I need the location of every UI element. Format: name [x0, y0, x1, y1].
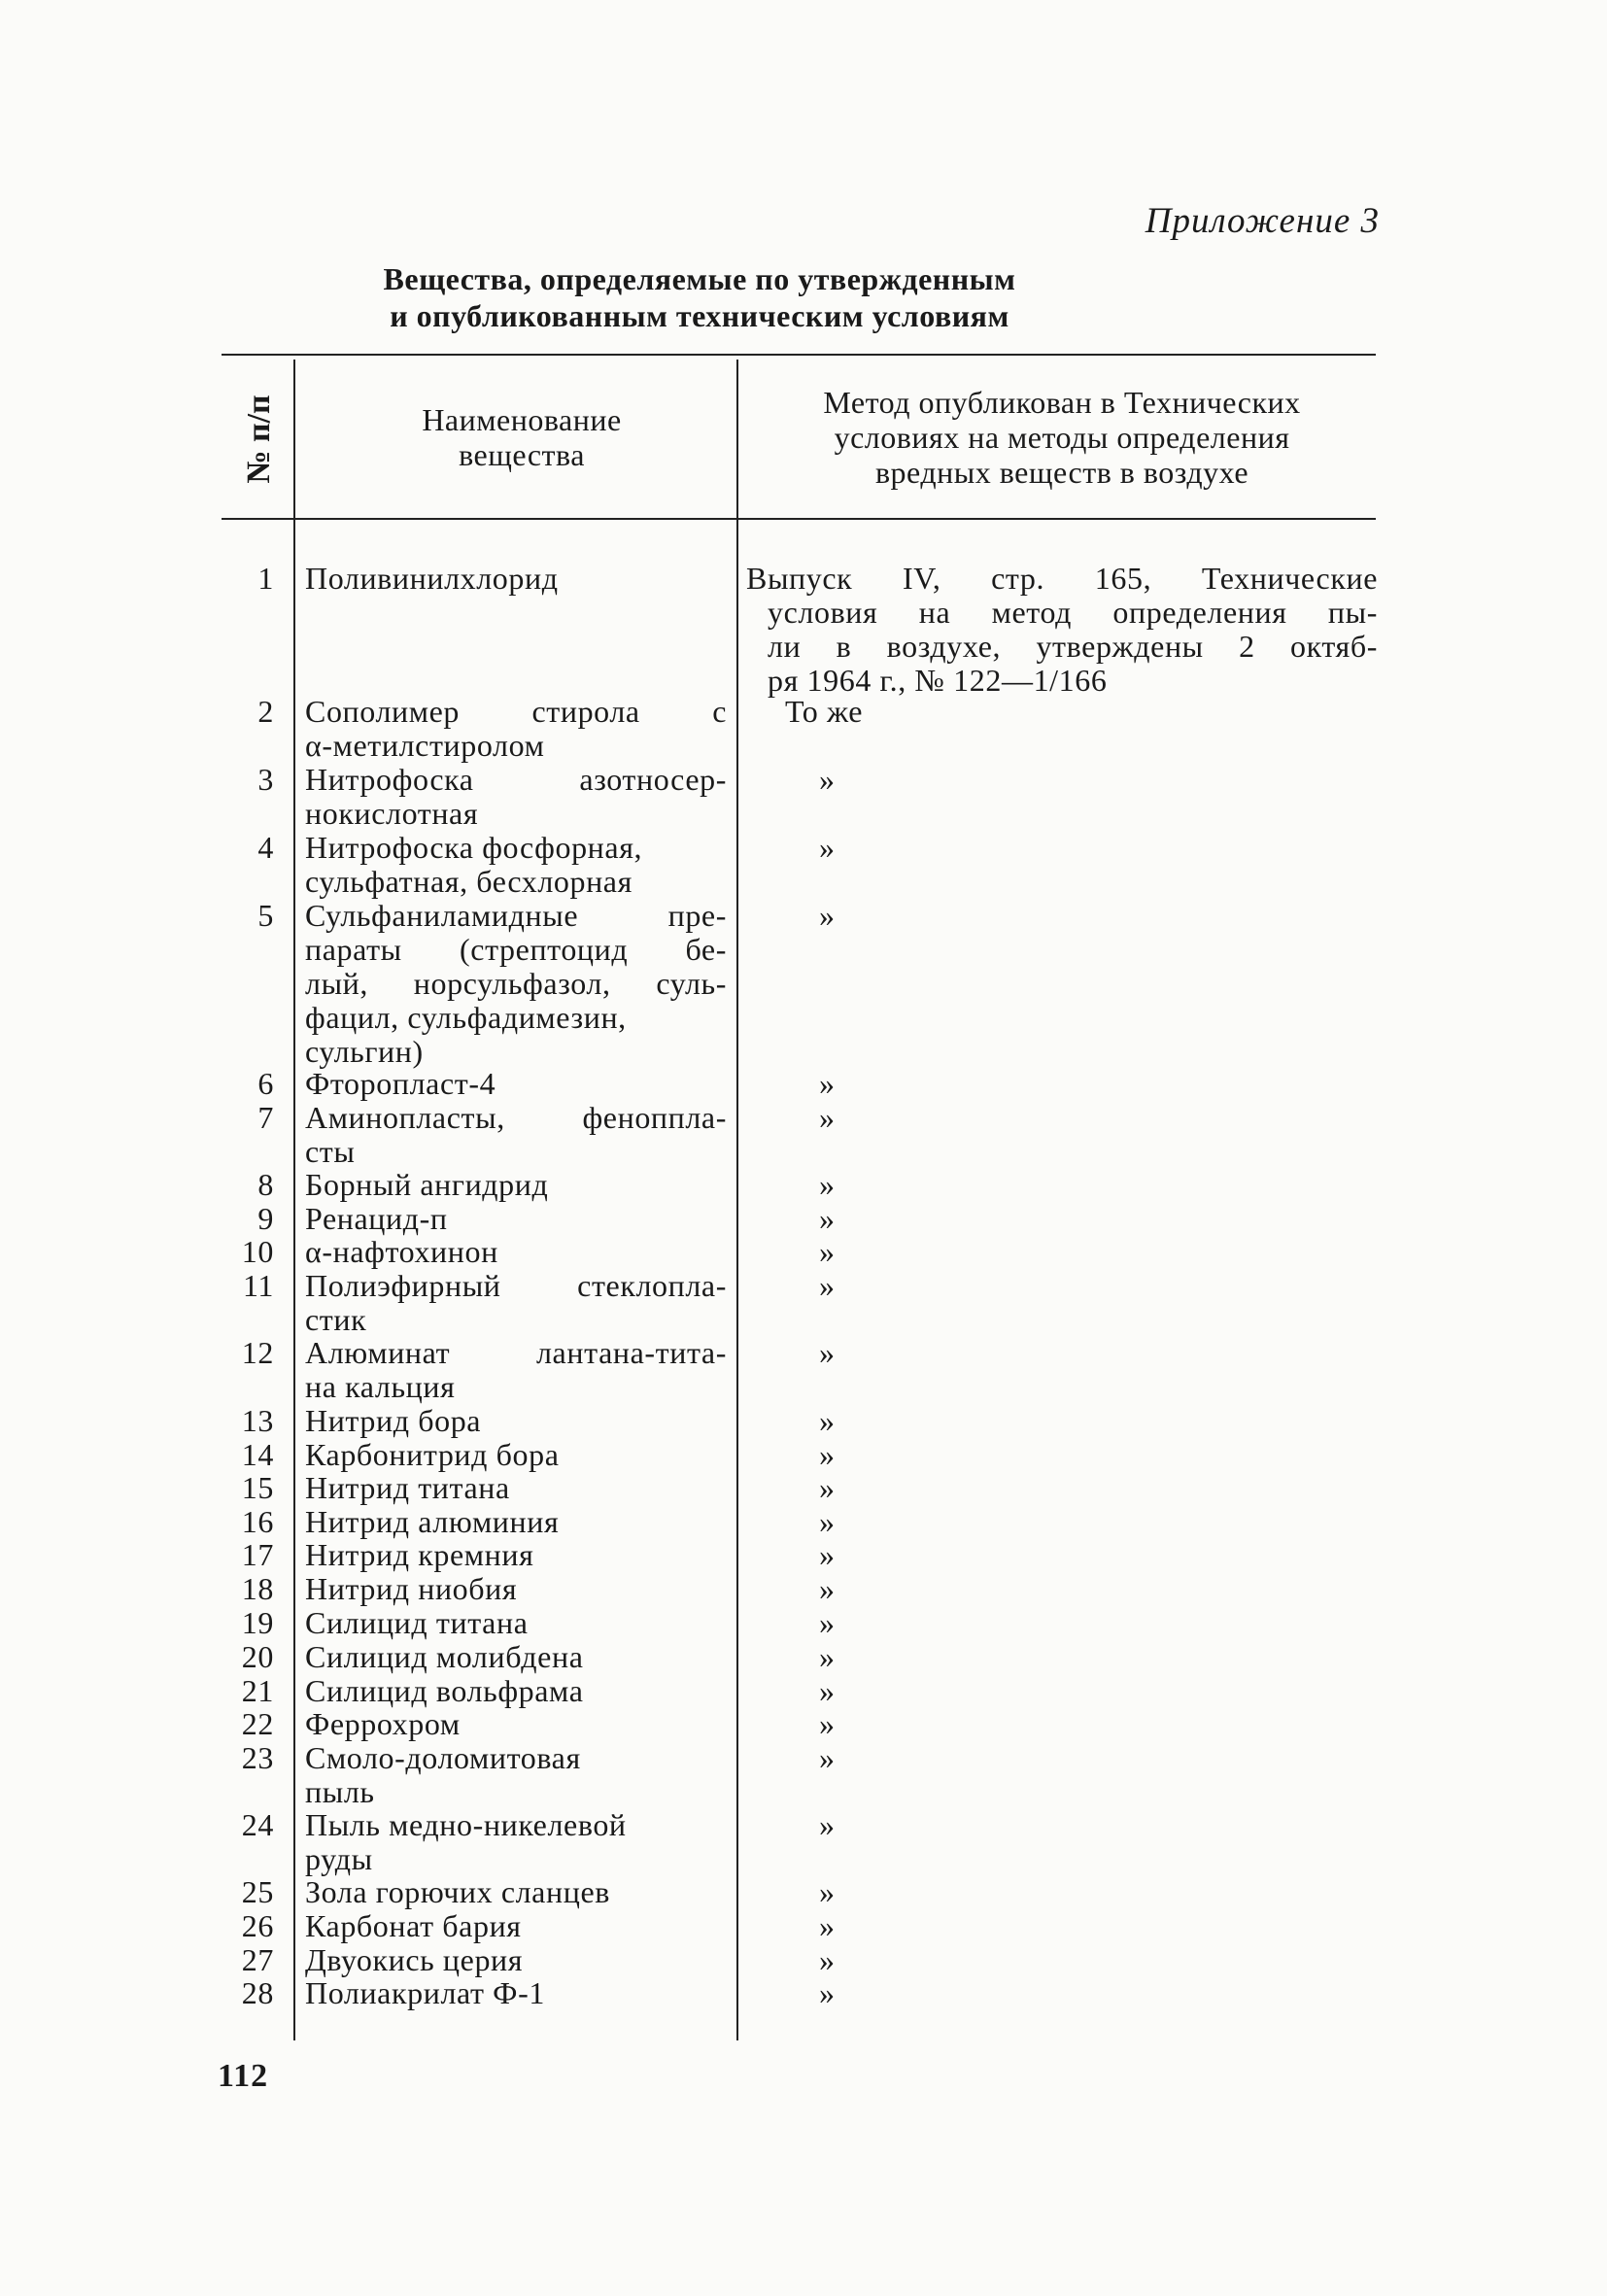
substance-name [305, 763, 727, 831]
method-line: » [819, 1437, 836, 1472]
row-number: 9 [257, 1201, 274, 1236]
substance-name-line: Фторопласт-4 [305, 1066, 496, 1101]
ditto-mark [819, 1404, 836, 1438]
substance-name [305, 1808, 727, 1876]
substance-name [305, 1943, 727, 1977]
substance-name [305, 1538, 727, 1572]
method-line: Выпуск IV, стр. 165, Технические [746, 561, 1378, 596]
ditto-mark [819, 1707, 836, 1741]
substance-name-line: Пыль медно-никелевой [305, 1807, 627, 1842]
ditto-mark [819, 1943, 836, 1977]
page-number: 112 [218, 2058, 269, 2094]
substance-name [305, 1269, 727, 1337]
ditto-mark [819, 1067, 836, 1101]
row-number: 20 [241, 1639, 274, 1674]
row-number: 14 [241, 1437, 274, 1472]
substance-name [305, 831, 727, 899]
substance-name [305, 1336, 727, 1404]
row-number: 21 [241, 1673, 274, 1708]
ditto-mark [819, 1471, 836, 1505]
row-number: 1 [257, 561, 274, 596]
method-line: » [819, 1571, 836, 1606]
ditto-mark [819, 1269, 836, 1303]
method-line: » [819, 1975, 836, 2010]
row-number: 16 [241, 1504, 274, 1539]
substance-name [305, 1438, 727, 1472]
substance-name [305, 1572, 727, 1606]
row-number: 27 [241, 1942, 274, 1977]
method-line: » [819, 1268, 836, 1303]
substance-name-line: Нитрид кремния [305, 1537, 534, 1572]
method-reference [785, 695, 863, 729]
ditto-mark [819, 1674, 836, 1708]
substance-name-line: Смоло-доломитовая [305, 1740, 581, 1775]
ditto-mark [819, 1101, 836, 1135]
substance-name-line: Карбонат бария [305, 1908, 522, 1943]
column-divider-1 [293, 360, 295, 2040]
ditto-mark [819, 1202, 836, 1236]
substance-name-line: Сополимер стирола с [305, 694, 727, 729]
substance-name [305, 1707, 727, 1741]
method-line: ли в воздухе, утверждены 2 октяб- [768, 629, 1378, 664]
method-line: » [819, 1908, 836, 1943]
substance-name-line: Карбонитрид бора [305, 1437, 560, 1472]
substance-name-line: Нитрид бора [305, 1403, 482, 1438]
substance-name-line: на кальция [305, 1369, 456, 1404]
substance-name-line: лый, норсульфазол, суль- [305, 966, 727, 1001]
appendix-label: Приложение 3 [1145, 201, 1380, 241]
header-method: Метод опубликован в Технических условиях на методы определения вредных веществ в воздухе [823, 385, 1301, 490]
method-line: » [819, 1403, 836, 1438]
substance-name [305, 1875, 727, 1909]
substance-name-line: сульгин) [305, 1034, 424, 1069]
row-number: 6 [257, 1066, 274, 1101]
ditto-mark [819, 1909, 836, 1943]
substance-name-line: Зола горючих сланцев [305, 1874, 610, 1909]
method-line: » [819, 1706, 836, 1741]
method-line: То же [785, 694, 864, 729]
ditto-mark [819, 1606, 836, 1640]
method-reference [746, 562, 1378, 698]
table-title-line: и опубликованным техническим условиям [390, 298, 1009, 333]
method-line: » [819, 1807, 836, 1842]
method-line: » [819, 898, 836, 933]
row-number: 17 [241, 1537, 274, 1572]
substance-name-line: фацил, сульфадимезин, [305, 1000, 627, 1035]
substance-name-line: Борный ангидрид [305, 1167, 549, 1202]
substance-name-line: Нитрид алюминия [305, 1504, 560, 1539]
method-line: » [819, 1470, 836, 1505]
ditto-mark [819, 1808, 836, 1842]
substance-name-line: Алюминат лантана-тита- [305, 1335, 727, 1370]
ditto-mark [819, 1505, 836, 1539]
ditto-mark [819, 1640, 836, 1674]
table-title-line: Вещества, определяемые по утвержденным [383, 261, 1016, 296]
substance-name-line: Сульфаниламидные пре- [305, 898, 727, 933]
row-number: 11 [242, 1268, 274, 1303]
substance-name-line: α-нафтохинон [305, 1234, 498, 1269]
ditto-mark [819, 763, 836, 797]
row-number: 24 [241, 1807, 274, 1842]
substance-name-line: Полиакрилат Ф-1 [305, 1975, 545, 2010]
header-bottom-rule [222, 518, 1376, 520]
substance-name-line: α-метилстиролом [305, 728, 545, 763]
substance-name [305, 1067, 727, 1101]
method-line: » [819, 762, 836, 797]
method-line: » [819, 1234, 836, 1269]
substance-name [305, 1235, 727, 1269]
substance-name-line: Нитрид титана [305, 1470, 510, 1505]
method-line: условия на метод определения пы- [768, 595, 1378, 630]
ditto-mark [819, 1572, 836, 1606]
substance-name-line: стик [305, 1302, 367, 1337]
ditto-mark [819, 1875, 836, 1909]
substance-name-line: сты [305, 1134, 356, 1169]
substance-name [305, 1640, 727, 1674]
row-number: 25 [241, 1874, 274, 1909]
row-number: 15 [241, 1470, 274, 1505]
row-number: 18 [241, 1571, 274, 1606]
method-line: » [819, 1066, 836, 1101]
substance-name-line: Феррохром [305, 1706, 461, 1741]
method-line: » [819, 1100, 836, 1135]
substance-name [305, 1202, 727, 1236]
method-line: » [819, 1167, 836, 1202]
row-number: 4 [257, 830, 274, 865]
ditto-mark [819, 1741, 836, 1775]
substance-name-line: Нитрид ниобия [305, 1571, 518, 1606]
substance-name-line: сульфатная, бесхлорная [305, 864, 633, 899]
substance-name [305, 1674, 727, 1708]
ditto-mark [819, 1976, 836, 2010]
ditto-mark [819, 1168, 836, 1202]
column-divider-2 [736, 360, 738, 2040]
substance-name [305, 1909, 727, 1943]
substance-name-line: руды [305, 1841, 373, 1876]
ditto-mark [819, 1538, 836, 1572]
ditto-mark [819, 1438, 836, 1472]
header-number: № п/п [241, 394, 277, 484]
row-number: 2 [257, 694, 274, 729]
row-number: 19 [241, 1605, 274, 1640]
substance-name-line: Силицид вольфрама [305, 1673, 584, 1708]
substance-name-line: Поливинилхлорид [305, 561, 559, 596]
substance-name-line: Полиэфирный стеклопла- [305, 1268, 727, 1303]
row-number: 7 [257, 1100, 274, 1135]
method-line: » [819, 1673, 836, 1708]
ditto-mark [819, 1235, 836, 1269]
substance-name [305, 1471, 727, 1505]
table-top-rule [222, 354, 1376, 356]
ditto-mark [819, 1336, 836, 1370]
substance-name-line: Двуокись церия [305, 1942, 524, 1977]
substance-name-line: Ренацид-п [305, 1201, 448, 1236]
method-line: » [819, 830, 836, 865]
substance-name [305, 1976, 727, 2010]
method-line: » [819, 1201, 836, 1236]
ditto-mark [819, 831, 836, 865]
row-number: 8 [257, 1167, 274, 1202]
method-line: » [819, 1537, 836, 1572]
substance-name [305, 1606, 727, 1640]
row-number: 28 [241, 1975, 274, 2010]
table-title [359, 260, 1040, 334]
substance-name [305, 562, 727, 596]
substance-name-line: нокислотная [305, 796, 479, 831]
row-number: 10 [241, 1234, 274, 1269]
row-number: 26 [241, 1908, 274, 1943]
row-number: 5 [257, 898, 274, 933]
substance-name [305, 1404, 727, 1438]
substance-name-line: пыль [305, 1774, 375, 1809]
method-line: » [819, 1874, 836, 1909]
substance-name [305, 899, 727, 1069]
substance-name [305, 1168, 727, 1202]
method-line: ря 1964 г., № 122—1/166 [768, 663, 1108, 698]
substance-name-line: Силицид титана [305, 1605, 529, 1640]
method-line: » [819, 1605, 836, 1640]
substance-name-line: Аминопласты, феноппла- [305, 1100, 727, 1135]
method-line: » [819, 1942, 836, 1977]
row-number: 3 [257, 762, 274, 797]
substance-name-line: параты (стрептоцид бе- [305, 932, 727, 967]
substance-name [305, 1505, 727, 1539]
substance-name-line: Нитрофоска азотносер- [305, 762, 727, 797]
method-line: » [819, 1639, 836, 1674]
header-name: Наименование вещества [422, 402, 622, 472]
method-line: » [819, 1740, 836, 1775]
row-number: 23 [241, 1740, 274, 1775]
method-line: » [819, 1504, 836, 1539]
substance-name [305, 1741, 727, 1809]
row-number: 22 [241, 1706, 274, 1741]
substance-name [305, 1101, 727, 1169]
substance-name-line: Нитрофоска фосфорная, [305, 830, 643, 865]
row-number: 12 [241, 1335, 274, 1370]
row-number: 13 [241, 1403, 274, 1438]
ditto-mark [819, 899, 836, 933]
method-line: » [819, 1335, 836, 1370]
substance-name [305, 695, 727, 763]
substance-name-line: Силицид молибдена [305, 1639, 584, 1674]
